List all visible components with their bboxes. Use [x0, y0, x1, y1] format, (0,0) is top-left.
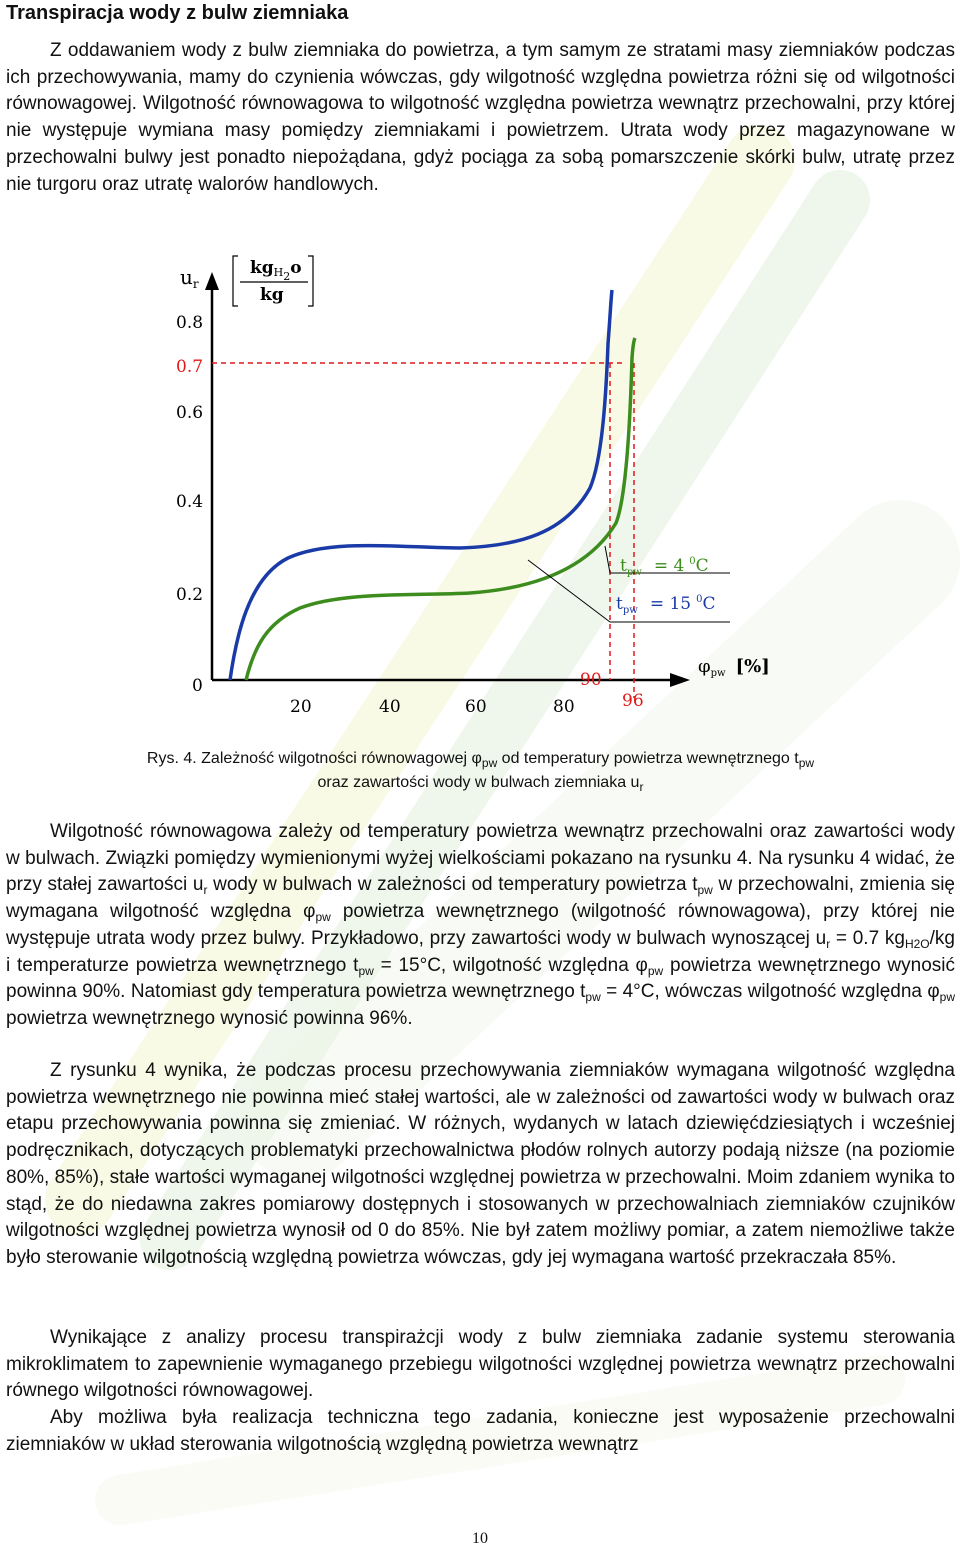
curve-label-4c: $t_{pw} = 4$ $^0$C: [620, 556, 709, 578]
y-tick-label: 0.2: [176, 585, 204, 605]
paragraph-figure-discussion: Wilgotność równowagowa zależy od temperatury powietrza wewnątrz przechowalni oraz zawartości wody w bulwach. Związki pomiędzy wymienionymi wyżej wielkościami pokazano na rysunku 4. Na rysunku 4 widać, że przy stałej zawartości $u_r$ wody w bulwach w zależności od temperatury powietrza $t_{pw}$ w przechowalni, zmienia się wymagana wilgotność względna $\varphi_{pw}$ powietrza wewnętrznego (wilgotność równowagowa), przy której nie występuje utrata wody przez bulwy. Przykładowo, przy zawartości wody w bulwach wynoszącej $u_r = 0.7$ $kg_{H2O}/kg$ i temperaturze powietrza wewnętrznego $t_{pw} = 15^\circ C$, wilgotność względna $\varphi_{pw}$ powietrza wewnętrznego wynosić powinna 90%. Natomiast gdy temperatura powietrza wewnętrznego $t_{pw} = 4^\circ C$, wówczas wilgotność względna $\varphi_{pw}$ powietrza wewnętrznego wynosić powinna 96%.: [6, 821, 956, 1029]
unit-numerator: kgH$_2$o: [250, 258, 302, 283]
x-tick-label: 60: [465, 697, 487, 717]
unit-denominator: kg: [260, 285, 284, 305]
x-tick-label: 80: [553, 697, 575, 717]
y-axis-arrow: [205, 272, 219, 290]
x-tick-label: 40: [379, 697, 401, 717]
y-tick-label: 0.6: [176, 403, 204, 423]
marker-90-label: 90: [580, 670, 602, 690]
x-axis-arrow: [670, 673, 690, 687]
curve-15c: [230, 290, 612, 680]
curve-label-15c: $t_{pw} = 15$ $^0$C: [616, 594, 716, 616]
paragraph-storage-requirements: Z rysunku 4 wynika, że podczas procesu przechowywania ziemniaków wymagana wilgotność względna powietrza wewnętrznego nie powinna mieć stałej wartości, ale w zależności od zawartości wody w bulwach oraz etapu przechowywania powinna się zmieniać. W różnych, wydanych w latach dziewięćdziesiątych i wcześniej podręcznikach, dotyczących problematyki przechowalnictwa płodów rolnych autorzy podają niższe (na poziomie 80%, 85%), stałe wartości wymaganej wilgotności względnej powietrza w przechowalni. Moim zdaniem wynika to stąd, że do niedawna zakres pomiarowy dostępnych i stosowanych w przechowalniach ziemniaków czujników wilgotności względnej powietrza wynosił od 0 do 85%. Nie był zatem możliwy pomiar, a zatem niemożliwe także było sterowanie wilgotnością względną powietrza wówczas, gdy jej wymagana wartość przekraczała 85%.: [6, 1060, 955, 1268]
equilibrium-humidity-figure: [170, 248, 790, 728]
marker-96-label: 96: [622, 691, 644, 711]
figure-caption-line1: Rys. 4. Zależność wilgotności równowagowej $\varphi_{pw}$ od temperatury powietrza wewnętrznego $t_{pw}$: [146, 750, 815, 770]
y-tick-label: 0.8: [176, 313, 204, 333]
paragraph-intro: Z oddawaniem wody z bulw ziemniaka do powietrza, a tym samym ze stratami masy ziemniaków podczas ich przechowywania, mamy do czynienia wówczas, gdy wilgotność względna powietrza różni się od wilgotności równowagowej. Wilgotność równowagowa to wilgotność względna powietrza wewnątrz przechowalni, przy której nie występuje wymiana masy pomiędzy ziemniakami i powietrzem. Utrata wody przez magazynowane w przechowalni bulwy jest ponadto niepożądana, gdyż pociąga za sobą pomarszczenie skórki bulw, utratę przez nie turgoru oraz utratę walorów handlowych.: [6, 40, 955, 195]
y-tick-label: 0.7: [176, 357, 204, 377]
section-title: Transpiracja wody z bulw ziemniaka: [6, 2, 349, 24]
x-axis-symbol: $\varphi_{pw}$ [%]: [698, 656, 770, 679]
figure-caption-line2: oraz zawartości wody w bulwach ziemniaka $u_r$: [317, 774, 644, 794]
y-tick-label: 0: [192, 676, 203, 696]
y-tick-label: 0.4: [176, 492, 204, 512]
paragraph-control-task: Wynikające z analizy procesu transpirażcji wody z bulw ziemniaka zadanie systemu sterowania mikroklimatem to zapewnienie wymaganego przebiegu wilgotności względnej powietrza wewnątrz przechowalni równego wilgotności równowagowej.: [6, 1327, 955, 1402]
y-axis-symbol: $u_r$: [180, 265, 199, 291]
x-tick-label: 20: [290, 697, 312, 717]
paragraph-equipment: Aby możliwa była realizacja techniczna tego zadania, konieczne jest wyposażenie przechowalni ziemniaków w układ sterowania wilgotnością względną powietrza wewnątrz: [6, 1407, 955, 1455]
page-number: 10: [472, 1530, 488, 1547]
reference-dashes: [212, 363, 634, 698]
